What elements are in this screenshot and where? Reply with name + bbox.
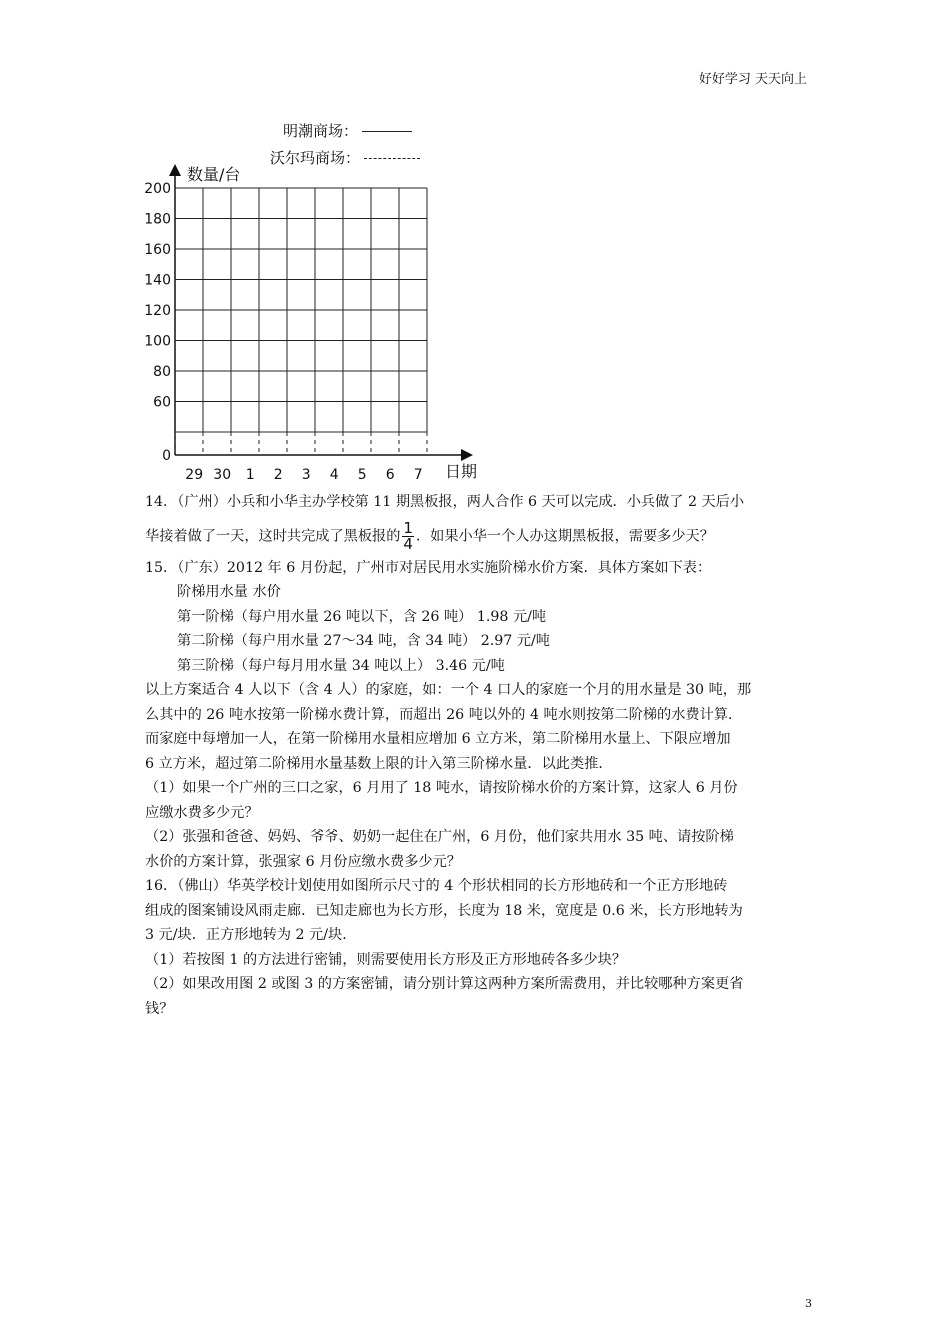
q15-sub1-a: （1）如果一个广州的三口之家，6 月用了 18 吨水，请按阶梯水价的方案计算，这家人 6 月份 [145,780,738,796]
x-tick-label: 4 [329,467,339,483]
y-tick-label: 60 [153,394,171,411]
q15-sub1-b: 应缴水费多少元？ [145,804,259,821]
question-content [145,490,811,1021]
q16-sub2-b: 钱？ [145,1000,174,1017]
line-chart-grid [140,160,660,490]
x-axis-label: 日期 [445,462,478,481]
q15-explain-2: 么其中的 26 吨水按第一阶梯水费计算，而超出 26 吨以外的 4 吨水则按第二阶梯的水费计算． [145,706,743,723]
x-tick-label: 30 [213,467,232,483]
q14-text-a: 华接着做了一天，这时共完成了黑板报的 [145,528,401,544]
q15-tier-2: 第二阶梯（每户用水量 27～34 吨，含 34 吨） 2.97 元/吨 [177,633,550,649]
x-tick-label: 6 [385,467,395,483]
y-tick-label: 80 [153,364,171,380]
q15-table-header: 阶梯用水量 水价 [177,584,281,600]
page-header: 好好学习 天天向上 [698,72,807,87]
y-tick-label: 140 [144,272,171,289]
y-tick-label: 180 [144,211,171,228]
page-number: 3 [805,1297,812,1310]
q16-intro-2: 组成的图案铺设风雨走廊．已知走廊也为长方形，长度为 18 米，宽度是 0.6 米，长方形地转为 [145,902,743,919]
q15-explain-3: 而家庭中每增加一人，在第一阶梯用水量相应增加 6 立方米，第二阶梯用水量上、下限应增加 [145,731,731,747]
fraction-numerator: 1 [403,518,413,537]
legend-label: 明潮商场： [283,122,359,140]
legend-solid-swatch [362,131,412,132]
x-tick-label: 7 [413,467,423,483]
q15-explain-1: 以上方案适合 4 人以下（含 4 人）的家庭，如：一个 4 口人的家庭一个月的用水量是 30 吨，那 [145,682,752,698]
fraction [402,518,414,553]
q15-sub2-b: 水价的方案计算，张强家 6 月份应缴水费多少元？ [145,853,461,870]
q16-intro-1: 16．（佛山）华英学校计划使用如图所示尺寸的 4 个形状相同的长方形地砖和一个正方形地砖 [145,878,728,894]
y-tick-label: 160 [144,242,171,258]
y-axis-label: 数量/台 [187,165,241,184]
q14-line1: 14．（广州）小兵和小华主办学校第 11 期黑板报，两人合作 6 天可以完成．小兵做了 2 天后小 [145,494,745,510]
q16-sub2-a: （2）如果改用图 2 或图 3 的方案密铺，请分别计算这两种方案所需费用，并比较哪种方案更省 [145,976,744,992]
q15-intro: 15．（广东）2012 年 6 月份起，广州市对居民用水实施阶梯水价方案．具体方案如下表： [145,559,712,576]
x-tick-label: 3 [301,467,311,483]
y-tick-label: 100 [144,333,171,350]
y-tick-label: 120 [144,303,171,319]
q15-explain-4: 6 立方米，超过第二阶梯用水量基数上限的计入第三阶梯水量．以此类推． [145,755,613,772]
q16-sub1: （1）若按图 1 的方法进行密铺，则需要使用长方形及正方形地砖各多少块？ [145,951,627,968]
q15-sub2-a: （2）张强和爸爸、妈妈、爷爷、奶奶一起住在广州，6 月份，他们家共用水 35 吨、请按阶梯 [145,829,734,845]
fraction-denominator: 4 [403,534,413,553]
y-tick-label: 0 [162,448,171,464]
x-tick-label: 1 [245,467,255,483]
y-tick-label: 200 [144,181,171,197]
legend-label: 沃尔玛商场： [270,149,361,167]
q15-tier-1: 第一阶梯（每户用水量 26 吨以下，含 26 吨） 1.98 元/吨 [177,608,547,625]
q14-line2 [145,518,811,553]
legend-dashed-swatch [364,158,420,159]
legend-item-mingchao [283,120,412,141]
x-tick-label: 2 [273,467,283,483]
x-tick-label: 5 [357,467,367,483]
q16-intro-3: 3 元/块．正方形地转为 2 元/块． [145,927,357,943]
q14-text-b: ．如果小华一个人办这期黑板报，需要多少天？ [415,528,714,544]
x-tick-label: 29 [185,467,204,483]
q15-tier-3: 第三阶梯（每户每月用水量 34 吨以上） 3.46 元/吨 [177,657,505,674]
